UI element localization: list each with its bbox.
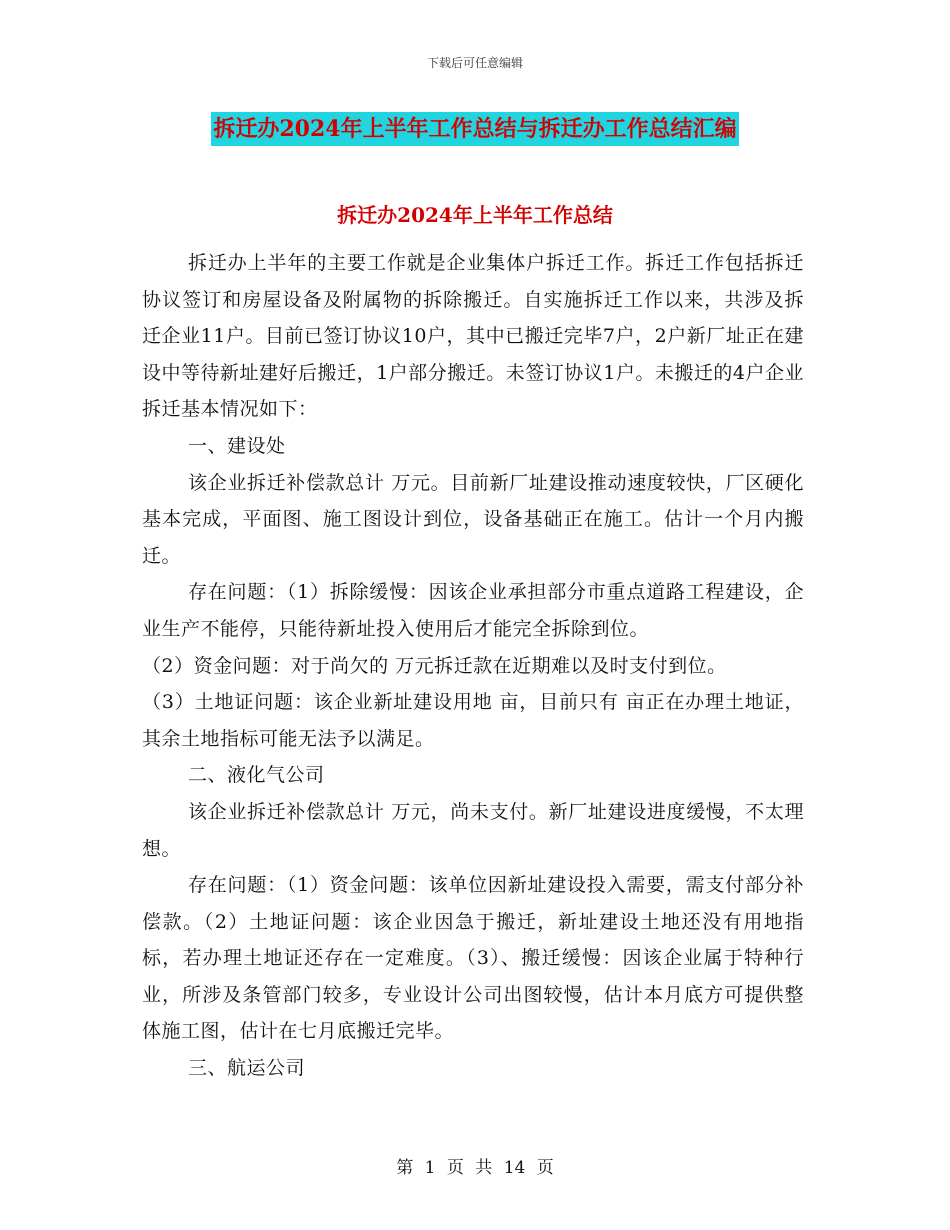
paragraph: 该企业拆迁补偿款总计 万元。目前新厂址建设推动速度较快，厂区硬化基本完成，平面图、施工图设计到位，设备基础正在施工。估计一个月内搬迁。	[142, 471, 804, 567]
document-title: 拆迁办2024年上半年工作总结与拆迁办工作总结汇编	[211, 112, 738, 146]
paragraph: 该企业拆迁补偿款总计 万元，尚未支付。新厂址建设进度缓慢，不太理想。	[142, 800, 804, 860]
section-heading: 一、建设处	[188, 434, 286, 457]
title-container	[0, 112, 950, 146]
paragraph: 存在问题：（1）资金问题：该单位因新址建设投入需要，需支付部分补偿款。（2）土地证问题：该企业因急于搬迁，新址建设土地还没有用地指标，若办理土地证还存在一定难度。（3）、搬迁缓慢：因该企业属于特种行业，所涉及条管部门较多，专业设计公司出图较慢，估计本月底方可提供整体施工图，估计在七月底搬迁完毕。	[142, 874, 804, 1043]
document-body	[142, 245, 804, 1087]
paragraph: 存在问题：（1）拆除缓慢：因该企业承担部分市重点道路工程建设，企业生产不能停，只能待新址投入使用后才能完全拆除到位。	[142, 581, 804, 640]
page-footer: 第 1 页 共 14 页	[396, 1158, 554, 1178]
section-heading: 二、液化气公司	[188, 764, 325, 787]
section-heading: 三、航运公司	[188, 1057, 306, 1080]
paragraph: （3）土地证问题：该企业新址建设用地 亩，目前只有 亩正在办理土地证，其余土地指标可能无法予以满足。	[142, 691, 804, 750]
page-header: 下载后可任意编辑	[426, 56, 523, 70]
section-subtitle: 拆迁办2024年上半年工作总结	[337, 203, 613, 227]
paragraph: （2）资金问题：对于尚欠的 万元拆迁款在近期难以及时支付到位。	[142, 654, 727, 677]
paragraph: 拆迁办上半年的主要工作就是企业集体户拆迁工作。拆迁工作包括拆迁协议签订和房屋设备及附属物的拆除搬迁。自实施拆迁工作以来，共涉及拆迁企业11户。目前已签订协议10户，其中已搬迁完毕7户，2户新厂址正在建设中等待新址建好后搬迁，1户部分搬迁。未签订协议1户。未搬迁的4户企业拆迁基本情况如下：	[142, 252, 804, 421]
